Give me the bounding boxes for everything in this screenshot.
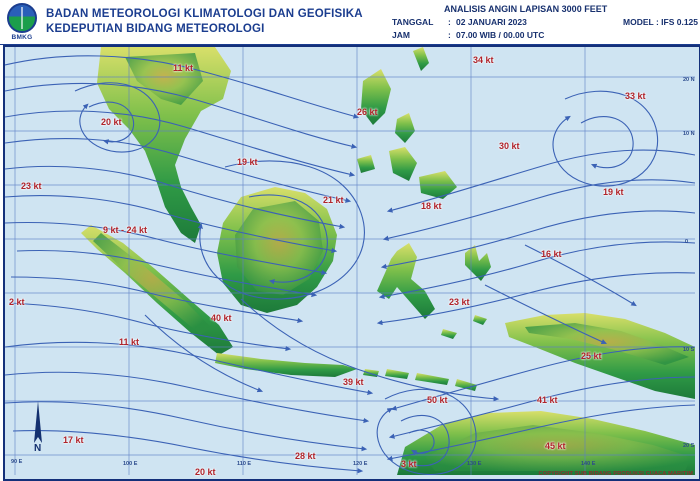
grid-label: 90 E <box>11 459 23 465</box>
header <box>0 0 700 45</box>
speed-label: 30 kt <box>499 141 520 151</box>
speed-label: 23 kt <box>449 297 470 307</box>
speed-label: 40 kt <box>211 313 232 323</box>
map-canvas[interactable] <box>3 45 700 481</box>
date-key: TANGGAL <box>392 17 434 27</box>
speed-label: 11 kt <box>119 337 140 347</box>
model-label: MODEL : IFS 0.125 <box>623 17 698 27</box>
grid-label: 100 E <box>123 461 138 467</box>
speed-label: 23 kt <box>21 181 42 191</box>
speed-label: 50 kt <box>427 395 448 405</box>
speed-label: 33 kt <box>625 91 646 101</box>
agency-title-line1: BADAN METEOROLOGI KLIMATOLOGI DAN GEOFISIKA <box>46 8 363 20</box>
speed-label: 20 kt <box>195 467 216 477</box>
map-inner <box>5 47 699 479</box>
copyright-note: COPYRIGHT SUB BIDANG PRODUKSI CUACA MARITIM <box>538 471 693 477</box>
product-title: ANALISIS ANGIN LAPISAN 3000 FEET <box>444 4 608 14</box>
agency-title <box>44 7 363 37</box>
speed-label: 39 kt <box>343 377 364 387</box>
bmkg-logo <box>0 0 44 44</box>
speed-label: 11 kt <box>173 63 194 73</box>
speed-label: 17 kt <box>63 435 84 445</box>
speed-label: 16 kt <box>541 249 562 259</box>
speed-label: 28 kt <box>295 451 316 461</box>
date-separator: : <box>448 17 451 27</box>
time-separator: : <box>448 30 451 40</box>
agency-title-line2: KEDEPUTIAN BIDANG METEOROLOGI <box>46 23 265 35</box>
speed-label: 34 kt <box>473 55 494 65</box>
metadata-row-date <box>392 16 698 29</box>
grid-label: 0 <box>685 239 689 245</box>
grid-label: 10 S <box>683 347 695 353</box>
grid-label: 130 E <box>467 461 482 467</box>
speed-label: 41 kt <box>537 395 558 405</box>
speed-label: 2 kt <box>9 297 25 307</box>
speed-label: 25 kt <box>581 351 602 361</box>
speed-label: 3 kt <box>401 459 417 469</box>
compass-rose <box>27 399 49 457</box>
grid-label: 110 E <box>237 461 252 467</box>
grid-label: 140 E <box>581 461 596 467</box>
speed-label: 45 kt <box>545 441 566 451</box>
product-metadata <box>392 3 698 42</box>
speed-label: 19 kt <box>603 187 624 197</box>
grid-label: 20 S <box>683 443 695 449</box>
grid-label: 20 N <box>683 77 695 83</box>
grid-label: 120 E <box>353 461 368 467</box>
bmkg-logo-label: BMKG <box>11 34 33 41</box>
grid-label: 10 N <box>683 131 695 137</box>
map-graphics <box>5 47 695 475</box>
speed-label: 26 kt <box>357 107 378 117</box>
time-key: JAM <box>392 30 410 40</box>
time-value: 07.00 WIB / 00.00 UTC <box>456 30 545 40</box>
speed-label: 18 kt <box>421 201 442 211</box>
compass-north-label: N <box>34 443 42 454</box>
bmkg-logo-icon <box>7 3 37 33</box>
speed-label: 20 kt <box>101 117 122 127</box>
speed-label: 19 kt <box>237 157 258 167</box>
metadata-row-time <box>392 29 698 42</box>
date-value: 02 JANUARI 2023 <box>456 17 527 27</box>
speed-label: 9 kt - 24 kt <box>103 225 148 235</box>
speed-label: 21 kt <box>323 195 344 205</box>
